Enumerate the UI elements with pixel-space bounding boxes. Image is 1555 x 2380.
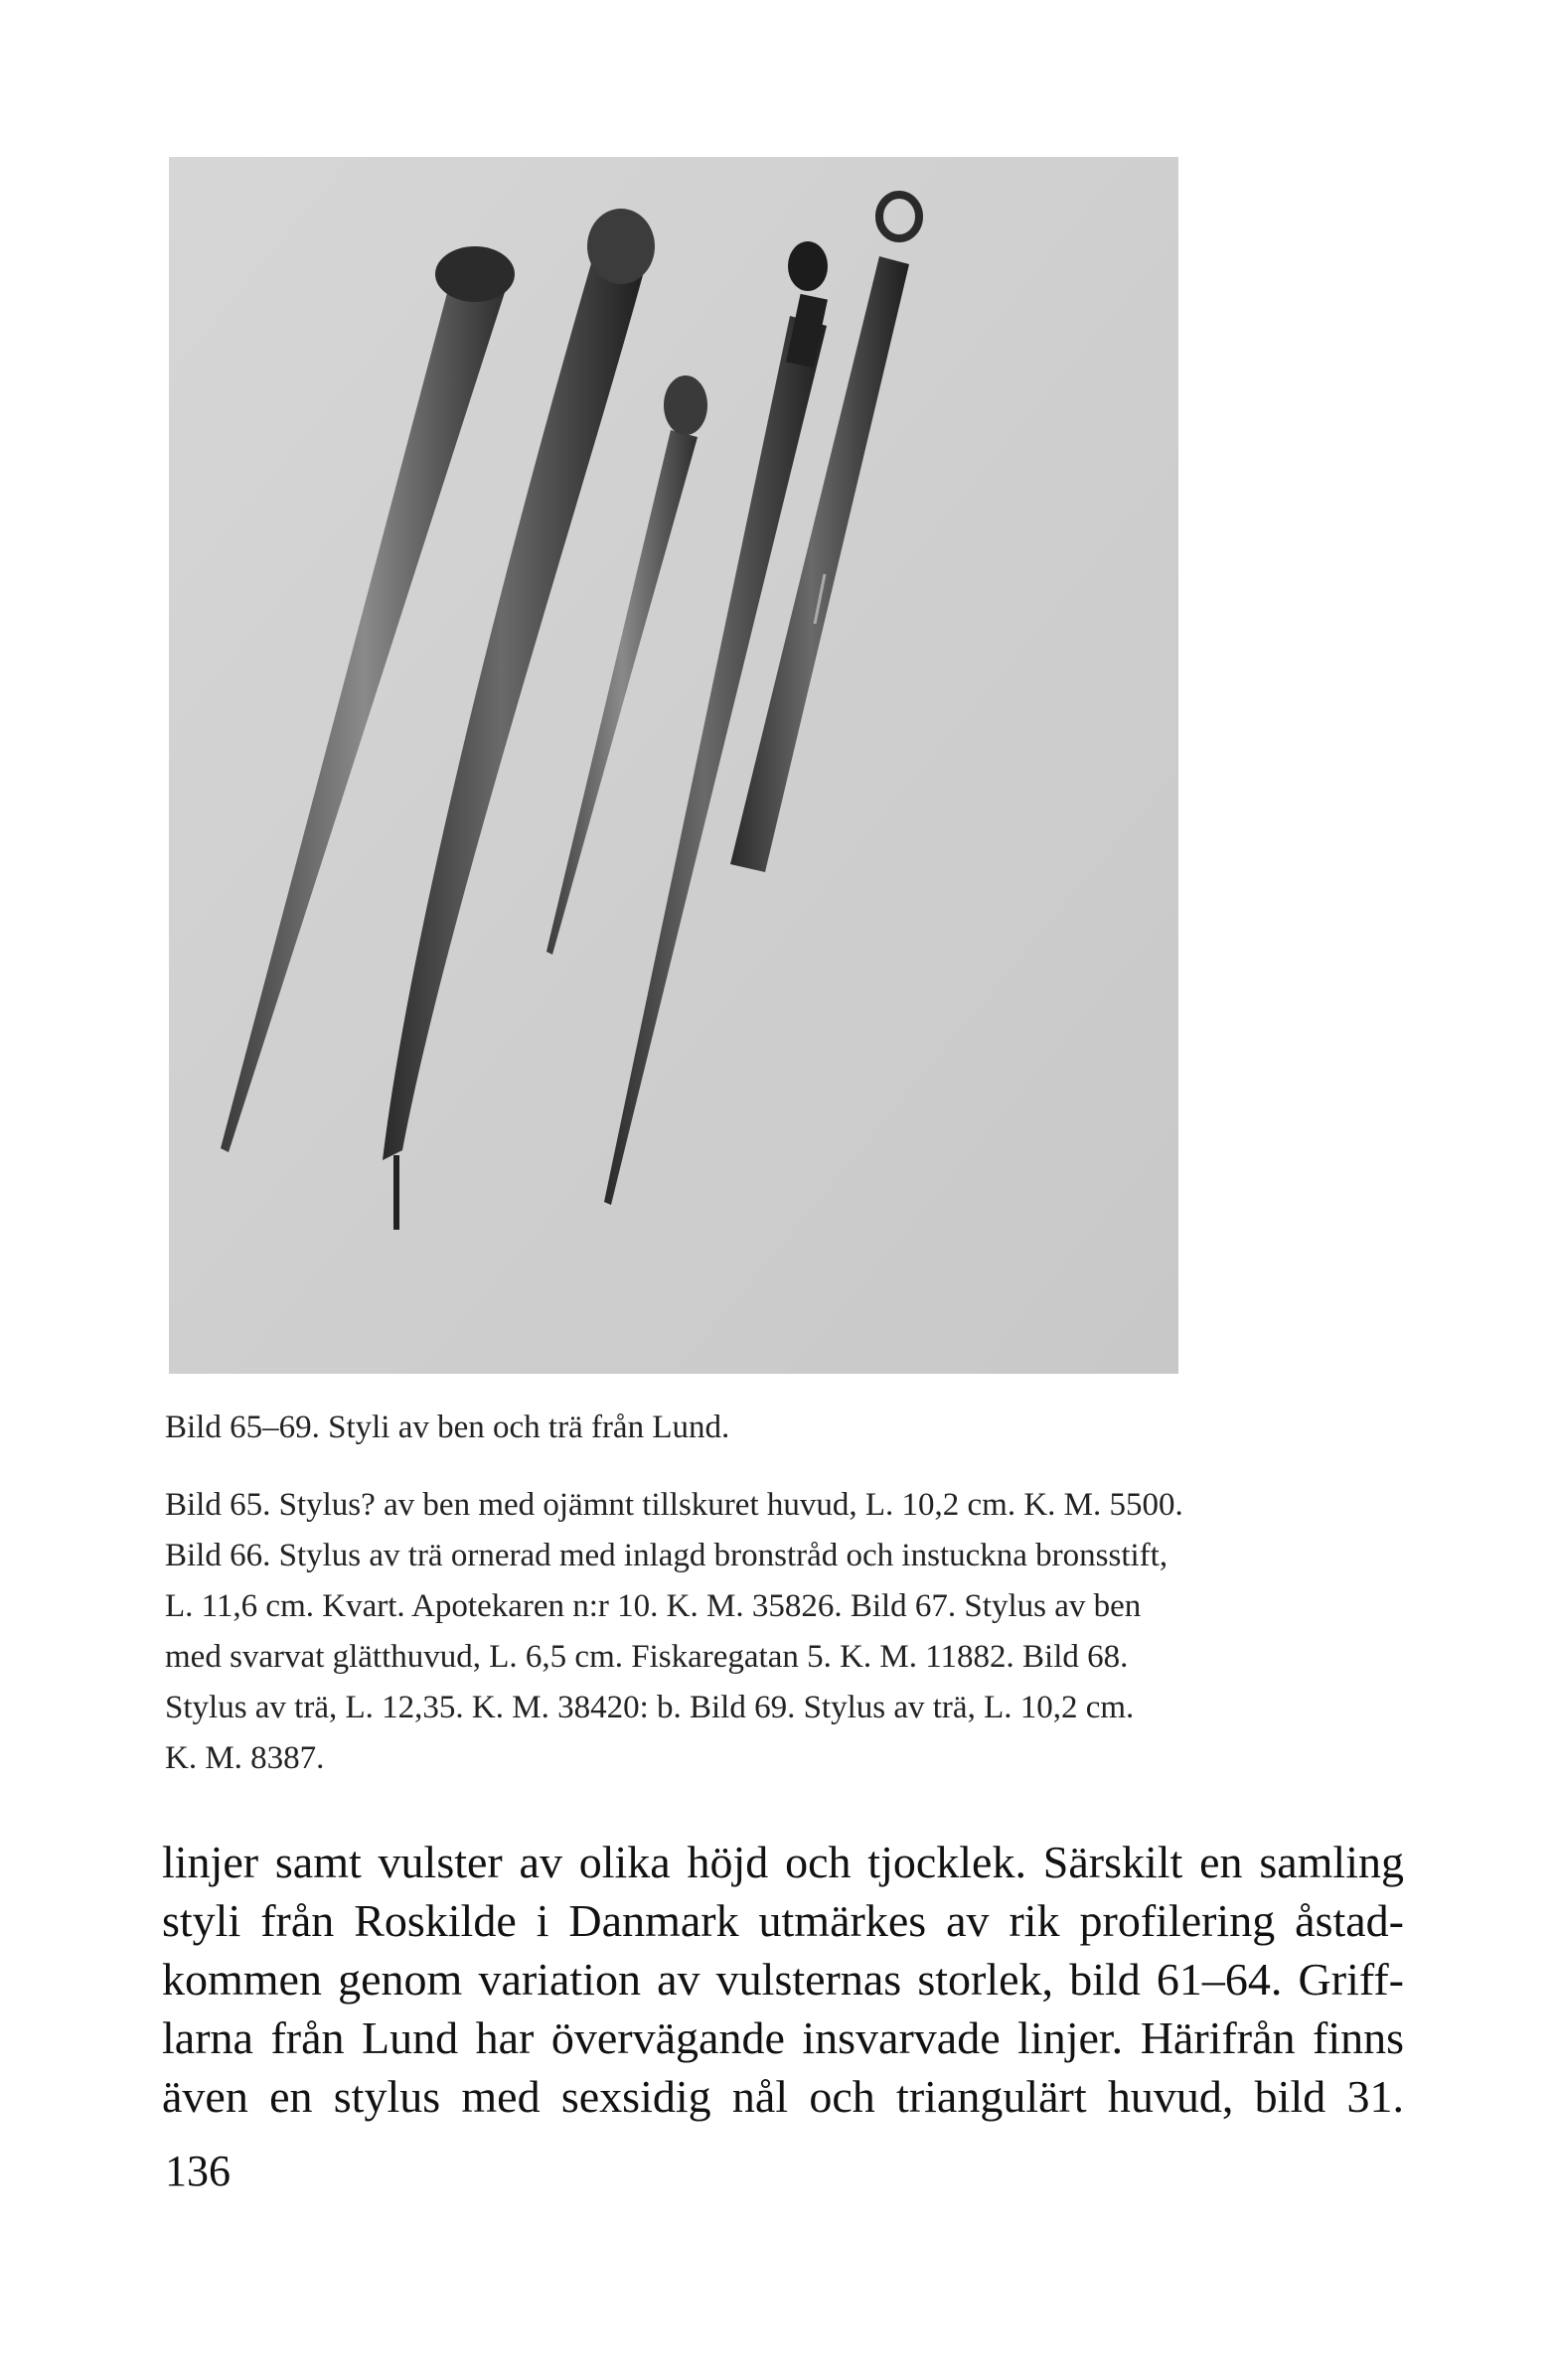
caption-line: L. 11,6 cm. Kvart. Apotekaren n:r 10. K. M. 35826. Bild 67. Stylus av ben	[165, 1588, 1142, 1624]
caption-line: Bild 66. Stylus av trä ornerad med inlagd bronstråd och instuckna bronsstift,	[165, 1538, 1168, 1573]
figure-caption-title: Bild 65–69. Styli av ben och trä från Lund.	[165, 1410, 730, 1445]
body-line: även en stylus med sexsidig nål och triangulärt huvud, bild 31.	[162, 2071, 1404, 2122]
figure-photo-styli	[169, 157, 1178, 1374]
body-line: larna från Lund har övervägande insvarvade linjer. Härifrån finns	[162, 2012, 1404, 2063]
figure-caption-body	[165, 1480, 1397, 1784]
body-line: linjer samt vulster av olika höjd och tjocklek. Särskilt en samling	[162, 1837, 1404, 1887]
page-number: 136	[165, 2147, 231, 2195]
caption-line: K. M. 8387.	[165, 1740, 325, 1776]
caption-line: Bild 65. Stylus? av ben med ojämnt tillskuret huvud, L. 10,2 cm. K. M. 5500.	[165, 1487, 1183, 1523]
caption-line: med svarvat glätthuvud, L. 6,5 cm. Fiskaregatan 5. K. M. 11882. Bild 68.	[165, 1639, 1129, 1675]
caption-line: Stylus av trä, L. 12,35. K. M. 38420: b. Bild 69. Stylus av trä, L. 10,2 cm.	[165, 1690, 1135, 1725]
body-paragraph	[162, 1833, 1404, 2126]
body-line: kommen genom variation av vulsternas storlek, bild 61–64. Griff-	[162, 1954, 1404, 2005]
body-line: styli från Roskilde i Danmark utmärkes av rik profilering åstad-	[162, 1895, 1404, 1946]
